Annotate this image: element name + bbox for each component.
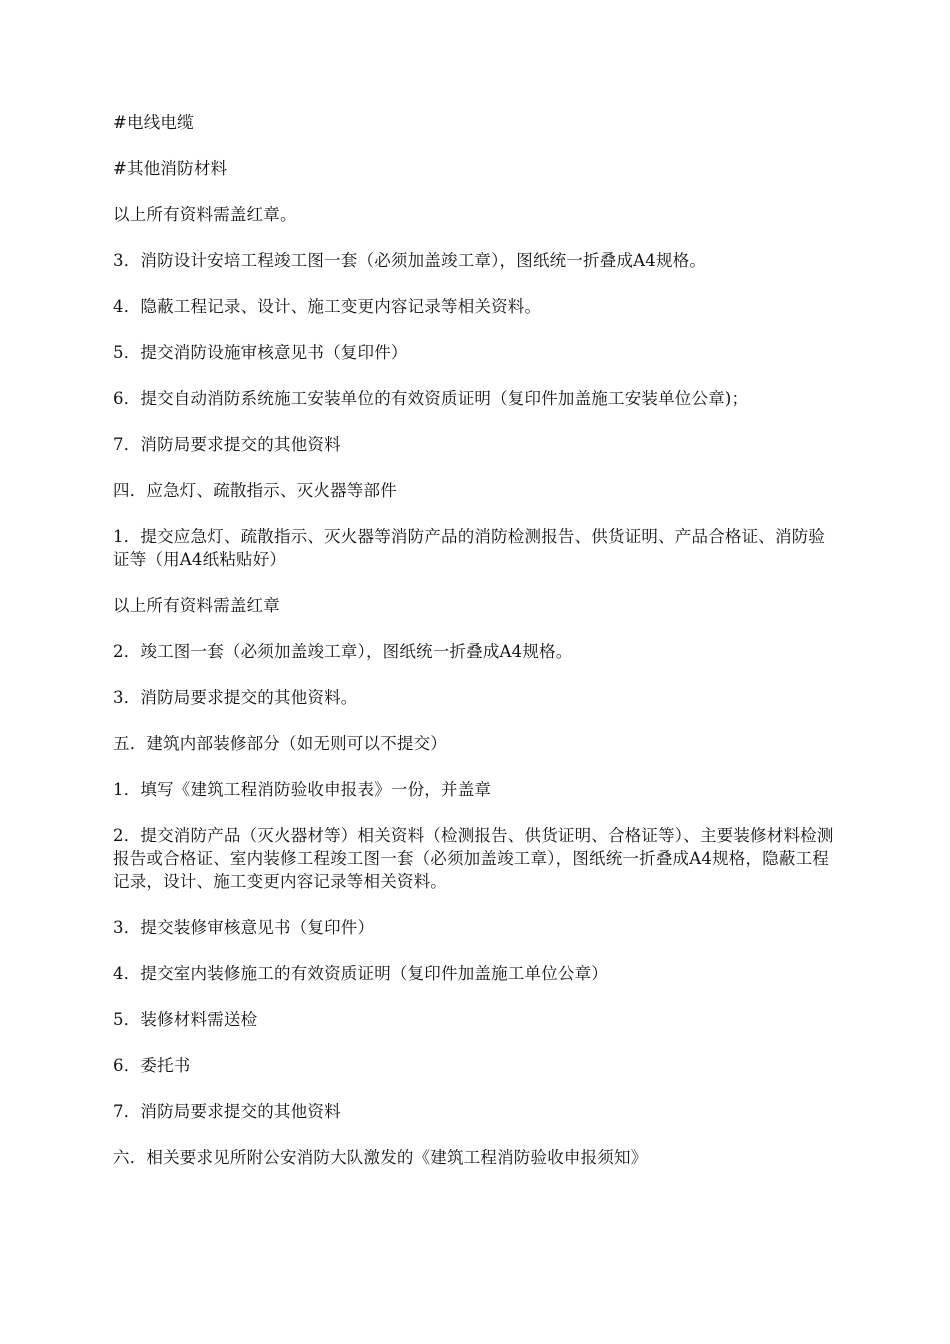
item-4-concealed-records: 4．隐蔽工程记录、设计、施工变更内容记录等相关资料。 <box>113 297 542 316</box>
section-4-heading: 四．应急灯、疏散指示、灭火器等部件 <box>113 481 397 500</box>
section-5-heading: 五．建筑内部装修部分（如无则可以不提交） <box>113 734 447 753</box>
section-5-item-6: 6．委托书 <box>113 1056 191 1075</box>
section-4-item-1: 1．提交应急灯、疏散指示、灭火器等消防产品的消防检测报告、供货证明、产品合格证、消防验证等（用A4纸粘贴好） <box>113 527 826 569</box>
item-3-completion-drawings: 3．消防设计安培工程竣工图一套（必须加盖竣工章），图纸统一折叠成A4规格。 <box>113 251 707 270</box>
note-red-seal: 以上所有资料需盖红章。 <box>113 205 297 224</box>
section-5-item-2: 2．提交消防产品（灭火器材等）相关资料（检测报告、供货证明、合格证等）、主要装修材料检测报告或合格证、室内装修工程竣工图一套（必须加盖竣工章），图纸统一折叠成A4规格，隐蔽工程记录，设计、施工变更内容记录等相关资料。 <box>113 826 834 891</box>
section-5-item-1: 1．填写《建筑工程消防验收申报表》一份，并盖章 <box>113 780 492 799</box>
section-5-item-4: 4．提交室内装修施工的有效资质证明（复印件加盖施工单位公章） <box>113 964 608 983</box>
section-5-item-5: 5．装修材料需送检 <box>113 1010 258 1029</box>
section-4-item-3: 3．消防局要求提交的其他资料。 <box>113 688 358 707</box>
item-other-fire-materials: #其他消防材料 <box>113 159 228 178</box>
section-6-heading: 六．相关要求见所附公安消防大队激发的《建筑工程消防验收申报须知》 <box>113 1148 648 1167</box>
section-5-item-3: 3．提交装修审核意见书（复印件） <box>113 918 375 937</box>
document-body <box>113 111 839 1192</box>
section-5-item-7: 7．消防局要求提交的其他资料 <box>113 1102 341 1121</box>
section-4-item-2: 2．竣工图一套（必须加盖竣工章），图纸统一折叠成A4规格。 <box>113 642 573 661</box>
item-7-other-materials: 7．消防局要求提交的其他资料 <box>113 435 341 454</box>
section-4-note-red-seal: 以上所有资料需盖红章 <box>113 596 280 615</box>
item-wire-cable: #电线电缆 <box>113 113 194 132</box>
item-5-review-opinion: 5．提交消防设施审核意见书（复印件） <box>113 343 408 362</box>
item-6-qualification: 6．提交自动消防系统施工安装单位的有效资质证明（复印件加盖施工安装单位公章)； <box>113 389 749 408</box>
